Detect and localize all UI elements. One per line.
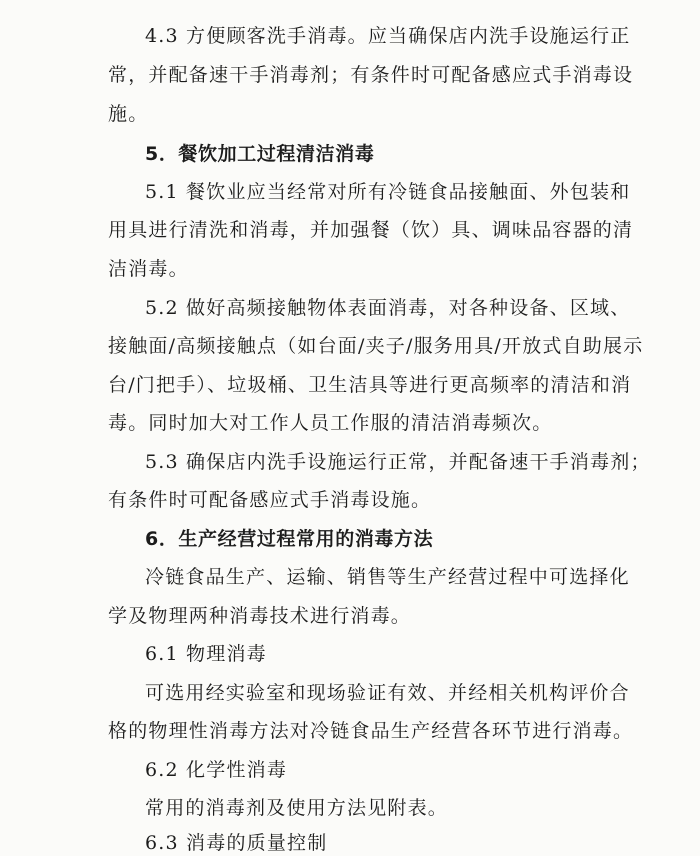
section-6-intro-line-2: 学及物理两种消毒技术进行消毒。 — [108, 605, 412, 627]
para-5-2-line-3: 台/门把手）、垃圾桶、卫生洁具等进行更高频率的清洁和消 — [108, 374, 632, 396]
para-5-2-line-1: 5.2 做好高频接触物体表面消毒，对各种设备、区域、 — [145, 297, 631, 319]
para-5-2-line-2: 接触面/高频接触点（如台面/夹子/服务用具/开放式自助展示 — [108, 335, 644, 357]
subsection-6-3-title: 6.3 消毒的质量控制 — [145, 832, 328, 854]
para-5-3-line-2: 有条件时可配备感应式手消毒设施。 — [108, 489, 432, 511]
para-5-3-line-1: 5.3 确保店内洗手设施运行正常，并配备速干手消毒剂； — [145, 451, 651, 473]
para-5-1-line-1: 5.1 餐饮业应当经常对所有冷链食品接触面、外包装和 — [145, 181, 631, 203]
para-6-1-line-2: 格的物理性消毒方法对冷链食品生产经营各环节进行消毒。 — [108, 720, 634, 742]
para-4-3-line-1: 4.3 方便顾客洗手消毒。应当确保店内洗手设施运行正 — [145, 25, 631, 47]
para-4-3-line-2: 常，并配备速干手消毒剂；有条件时可配备感应式手消毒设 — [108, 64, 634, 86]
para-5-1-line-2: 用具进行清洗和消毒，并加强餐（饮）具、调味品容器的清 — [108, 219, 634, 241]
section-5-heading: 5．餐饮加工过程清洁消毒 — [145, 143, 375, 165]
section-6-intro-line-1: 冷链食品生产、运输、销售等生产经营过程中可选择化 — [145, 566, 630, 588]
para-5-2-line-4: 毒。同时加大对工作人员工作服的清洁消毒频次。 — [108, 412, 553, 434]
para-6-2-line-1: 常用的消毒剂及使用方法见附表。 — [145, 797, 449, 819]
section-6-heading: 6．生产经营过程常用的消毒方法 — [145, 528, 434, 550]
para-5-1-line-3: 洁消毒。 — [108, 258, 189, 280]
subsection-6-2-title: 6.2 化学性消毒 — [145, 759, 288, 781]
para-6-1-line-1: 可选用经实验室和现场验证有效、并经相关机构评价合 — [145, 682, 630, 704]
para-4-3-line-3: 施。 — [108, 103, 149, 125]
subsection-6-1-title: 6.1 物理消毒 — [145, 643, 267, 665]
